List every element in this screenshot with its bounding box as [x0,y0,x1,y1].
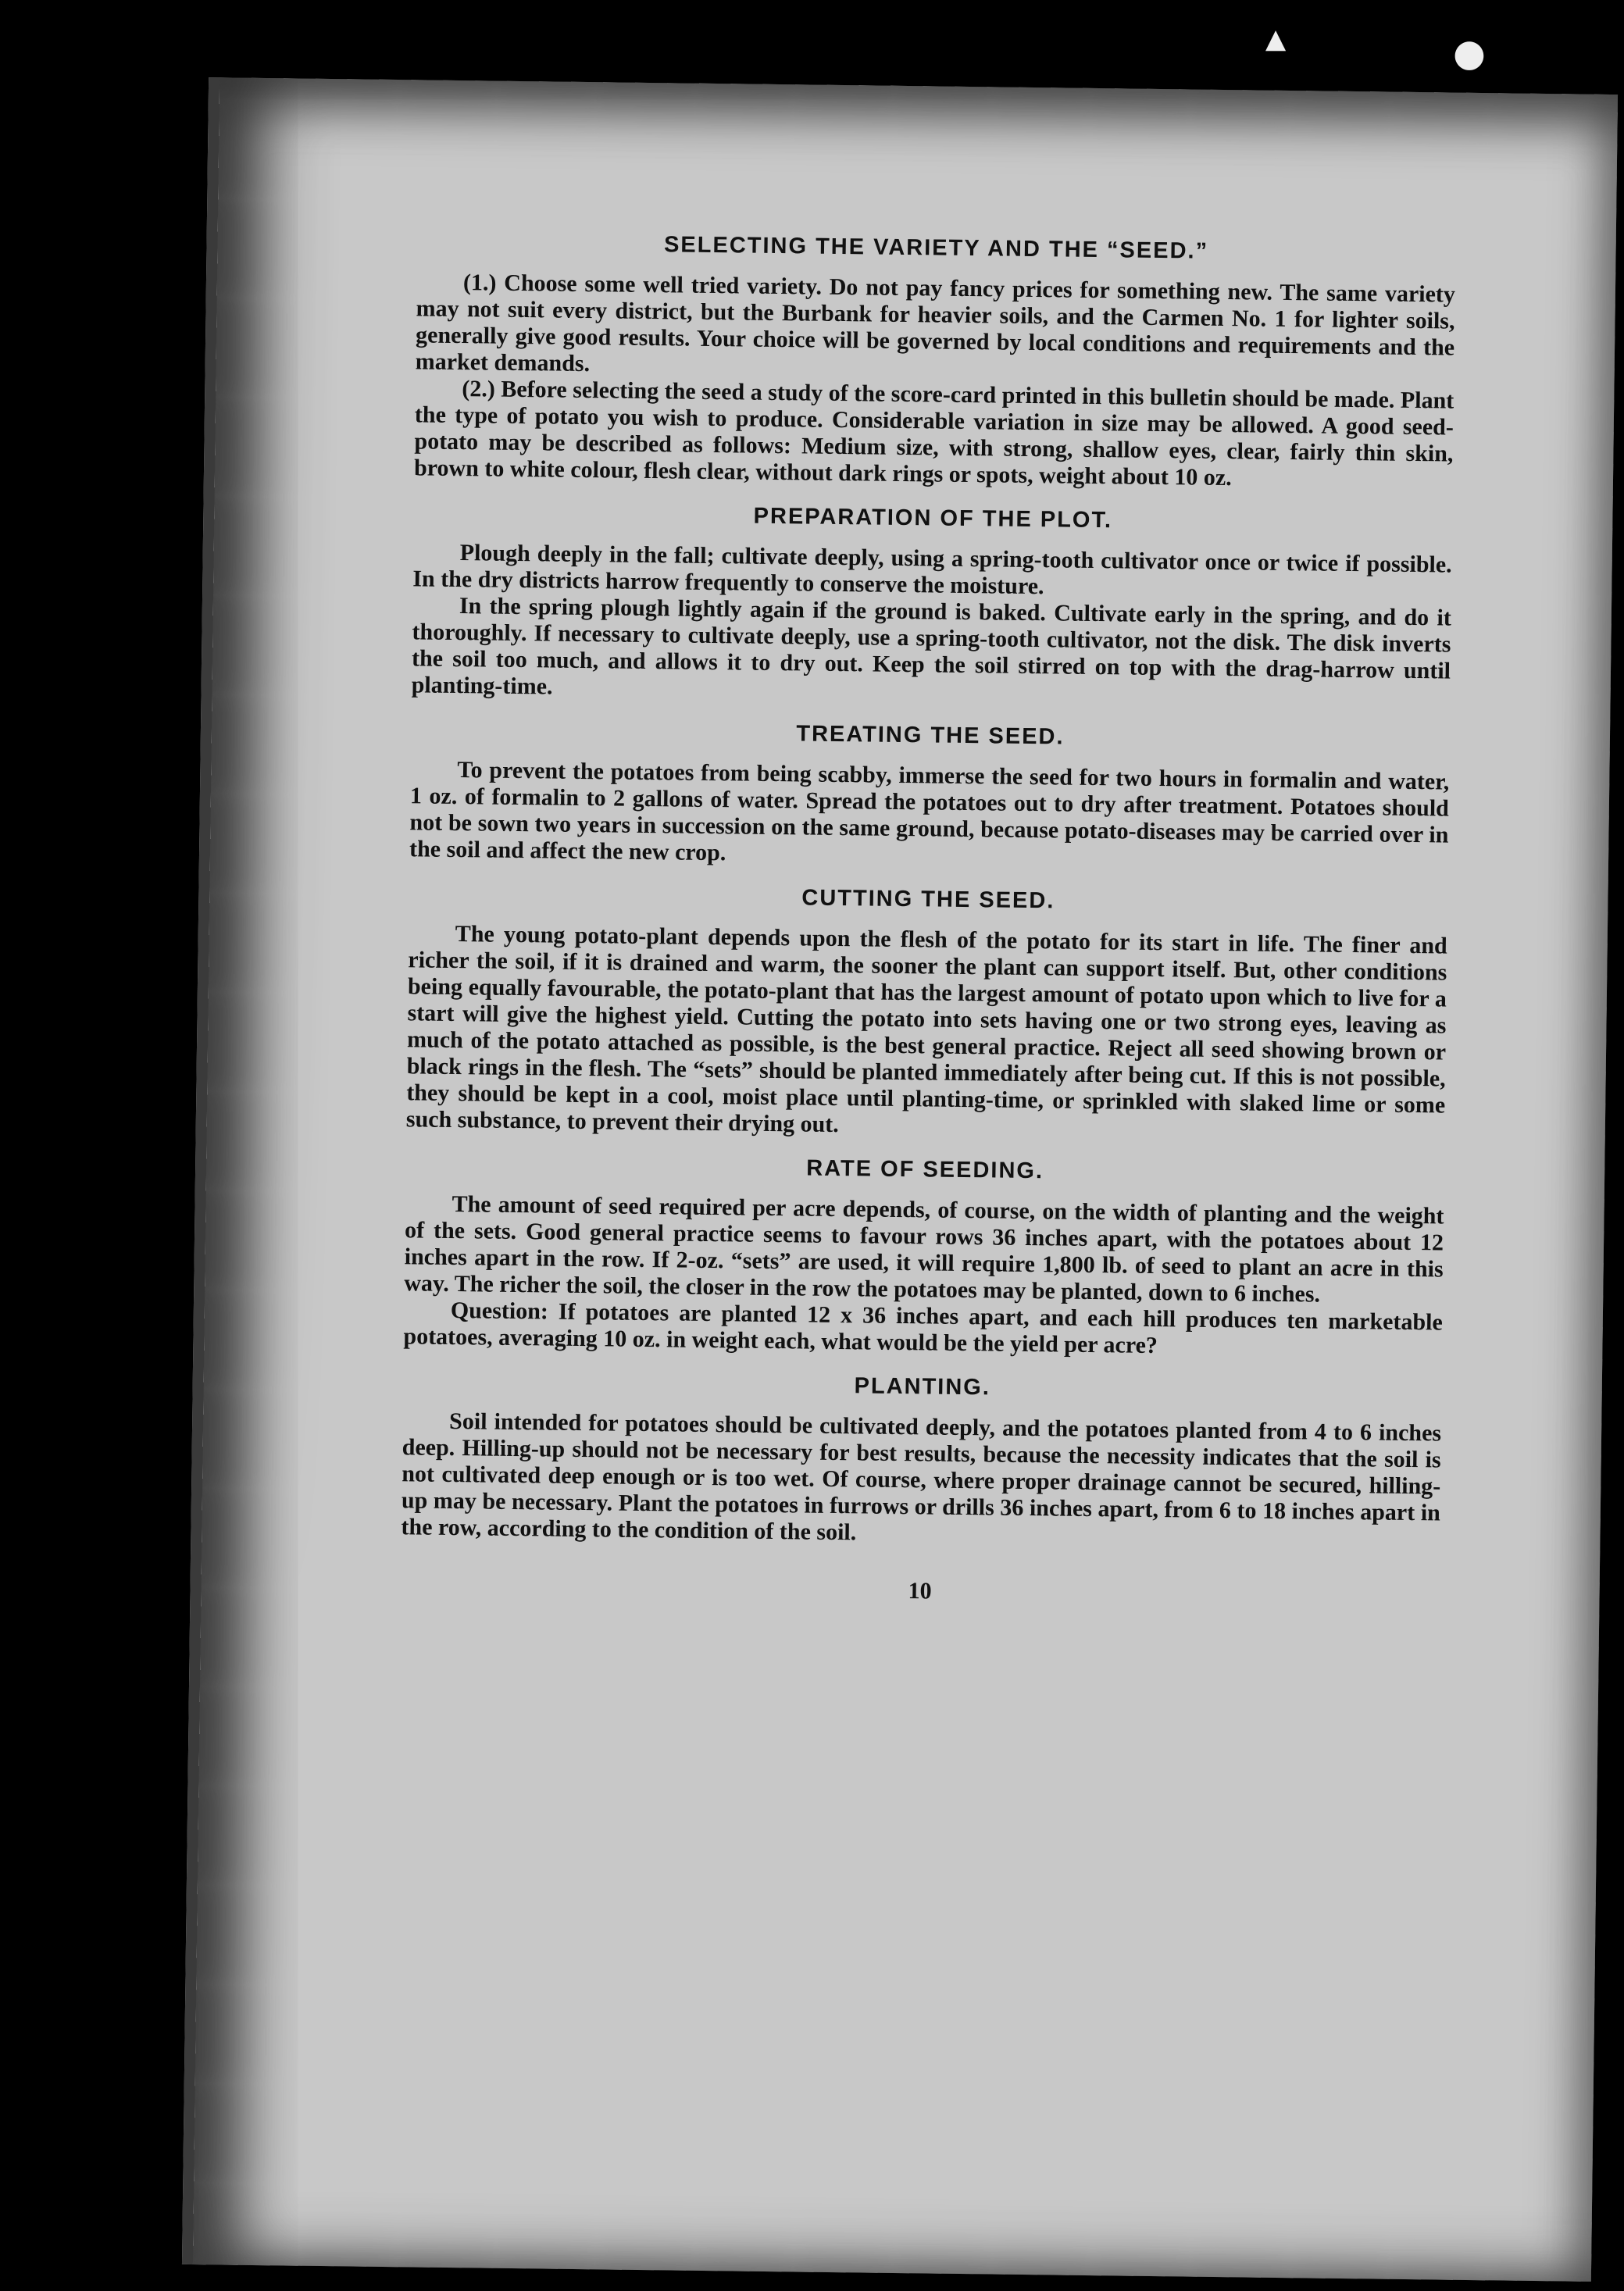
scan-speck-mark: ▲ [1265,23,1287,55]
scan-blot-mark: ● [1453,31,1486,75]
paragraph: In the spring plough lightly again if the ground is baked. Cultivate early in the spring, and do it thoroughly. If necessary to cultivate deeply, use a spring-tooth cultivator, not the disk. The disk inverts the soil too much, and allows it to dry out. Keep the soil stirred on top with the drag-harrow until planting-time. [411,593,1452,700]
section-planting [401,1367,1442,1553]
section-heading: PLANTING. [854,1373,991,1401]
paragraph: (1.) Choose some well tried variety. Do not pay fancy prices for something new. The same variety may not suit every district, but the Burbank for heavier soils, and the Carmen No. 1 for lighter soils, generally give good results. Your choice will be governed by local conditions and requirements and the market demands. [415,269,1456,377]
section-rate-of-seeding [403,1150,1444,1362]
section-heading: RATE OF SEEDING. [806,1155,1044,1184]
section-selecting-variety [414,228,1456,494]
section-cutting-seed [406,880,1448,1145]
paragraph: The young potato-plant depends upon the flesh of the potato for its start in life. The finer and richer the soil, if it is drained and warm, the sooner the plant can support itself. But, other conditions being equally favourable, the potato-plant that has the largest amount of potato upon which to live for a start will give the highest yield. Cutting the potato into sets having one or two strong eyes, leaving as much of the potato attached as possible, is the best general practice. Reject all seed showing brown or black rings in the flesh. The “sets” should be planted immediately after being cut. If this is not possible, they should be kept in a cool, moist place until planting-time, or sprinkled with slaked lime or some such substance, to prevent their drying out. [405,921,1447,1138]
section-heading: CUTTING THE SEED. [801,885,1055,914]
section-heading: TREATING THE SEED. [796,721,1065,750]
question-paragraph: Question: If potatoes are planted 12 x 36 inches apart, and each hill produces ten marketable potatoes, averaging 10 oz. in weight each, what would be the yield per acre? [403,1297,1444,1359]
paragraph: Plough deeply in the fall; cultivate deeply, using a spring-tooth cultivator once or twice if possible. In the dry districts harrow frequently to conserve the moisture. [412,540,1452,600]
paragraph: (2.) Before selecting the seed a study of the score-card printed in this bulletin should be made. Plant the type of potato you wish to produce. Considerable variation in size may be allowed. A good seed-potato may be described as follows: Medium size, with strong, shallow eyes, clear, fairly thin skin, brown to white colour, flesh clear, without dark rings or spots, weight about 10 oz. [413,376,1454,491]
scanned-page [182,77,1618,2282]
section-preparation-of-plot [411,498,1452,711]
paragraph: To prevent the potatoes from being scabby, immerse the seed for two hours in formalin and water, 1 oz. of formalin to 2 gallons of water. Spread the potatoes out to dry after treatment. Potatoes should not be sown two years in succession on the same ground, because potato-diseases may be carried over in the soil and affect the new crop. [409,757,1450,866]
paragraph: The amount of seed required per acre depends, of course, on the width of planting and the weight of the sets. Good general practice seems to favour rows 36 inches apart, with the potatoes about 12 inches apart in the row. If 2-oz. “sets” are used, it will require 1,800 lb. of seed to plant an acre in this way. The richer the soil, the closer in the row the potatoes may be planted, down to 6 inches. [404,1190,1444,1308]
section-heading: PREPARATION OF THE PLOT. [753,503,1113,533]
section-treating-seed [409,715,1450,875]
text-column [400,228,1455,1611]
section-heading: SELECTING THE VARIETY AND THE “SEED.” [663,232,1209,264]
page-number: 10 [908,1578,932,1604]
paragraph: Soil intended for potatoes should be cultivated deeply, and the potatoes planted from 4 to 6 inches deep. Hilling-up should not be necessary for best results, because the necessity indicates that the soil is not cultivated deep enough or is too wet. Of course, where proper drainage cannot be secured, hilling-up may be necessary. Plant the potatoes in furrows or drills 36 inches apart, from 6 to 18 inches apart in the row, according to the condition of the soil. [401,1408,1442,1546]
